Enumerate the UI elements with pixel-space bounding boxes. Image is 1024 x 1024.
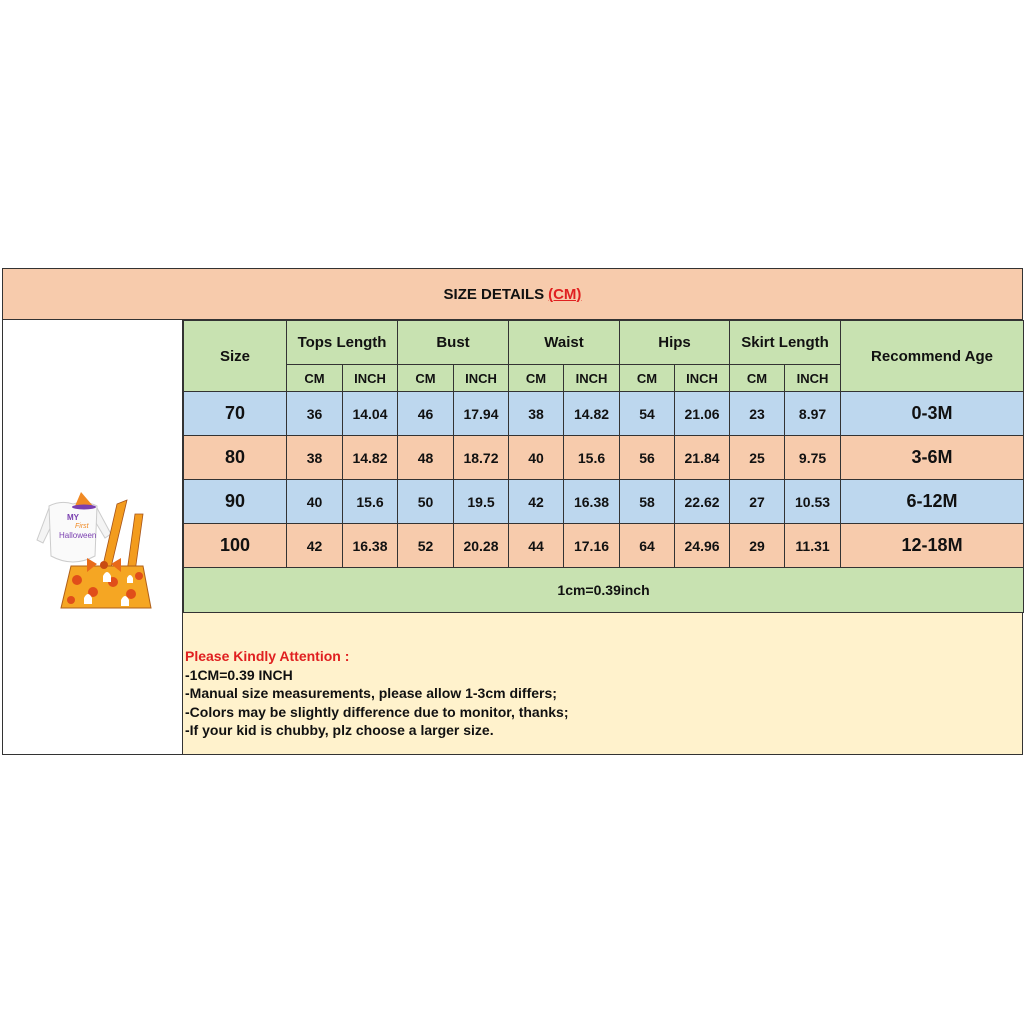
- recommend-age: 6-12M: [841, 480, 1024, 524]
- product-image: [31, 480, 155, 612]
- hips-cm: 64: [620, 524, 675, 568]
- title-text: SIZE DETAILS: [443, 285, 545, 303]
- attention-notes: [183, 612, 1022, 754]
- waist-cm: 42: [509, 480, 564, 524]
- bust-inch: 18.72: [454, 436, 509, 480]
- hips-inch: 21.84: [675, 436, 730, 480]
- size-value: 70: [184, 392, 287, 436]
- tops-inch: 15.6: [343, 480, 398, 524]
- bust-inch: 19.5: [454, 480, 509, 524]
- header-row: [184, 321, 1024, 365]
- unit-cm: CM: [730, 365, 785, 392]
- size-chart: [2, 268, 1023, 755]
- bust-inch: 20.28: [454, 524, 509, 568]
- recommend-age: 0-3M: [841, 392, 1024, 436]
- tops-cm: 42: [287, 524, 343, 568]
- recommend-age-header: Recommend Age: [841, 321, 1024, 392]
- print-my: MY: [67, 513, 79, 522]
- waist-inch: 15.6: [564, 436, 620, 480]
- waist-cm: 44: [509, 524, 564, 568]
- recommend-age: 12-18M: [841, 524, 1024, 568]
- skirt-inch: 9.75: [785, 436, 841, 480]
- tops-inch: 14.04: [343, 392, 398, 436]
- hips-cm: 54: [620, 392, 675, 436]
- title-unit: (CM): [548, 285, 582, 303]
- tops-cm: 40: [287, 480, 343, 524]
- note-line: -Manual size measurements, please allow 1-3cm differs;: [185, 685, 557, 701]
- skirt-inch: 8.97: [785, 392, 841, 436]
- unit-inch: INCH: [343, 365, 398, 392]
- table-row: [184, 436, 1024, 480]
- hips-cm: 58: [620, 480, 675, 524]
- size-table: [183, 320, 1024, 613]
- recommend-age: 3-6M: [841, 436, 1024, 480]
- skirt-inch: 11.31: [785, 524, 841, 568]
- size-details-title: [3, 269, 1022, 320]
- hips-inch: 24.96: [675, 524, 730, 568]
- bust-inch: 17.94: [454, 392, 509, 436]
- waist-cm: 38: [509, 392, 564, 436]
- note-line: -If your kid is chubby, plz choose a larger size.: [185, 722, 494, 738]
- print-halloween: Halloween: [59, 531, 97, 540]
- size-value: 100: [184, 524, 287, 568]
- unit-cm: CM: [620, 365, 675, 392]
- skirt-inch: 10.53: [785, 480, 841, 524]
- unit-inch: INCH: [454, 365, 509, 392]
- unit-inch: INCH: [564, 365, 620, 392]
- tops-cm: 38: [287, 436, 343, 480]
- tops-inch: 16.38: [343, 524, 398, 568]
- bust-cm: 52: [398, 524, 454, 568]
- skirt-cm: 25: [730, 436, 785, 480]
- skirt-length-header: Skirt Length: [730, 321, 841, 365]
- note-line: -Colors may be slightly difference due to monitor, thanks;: [185, 703, 569, 720]
- bust-cm: 48: [398, 436, 454, 480]
- print-first: First: [75, 523, 89, 530]
- unit-cm: CM: [287, 365, 343, 392]
- skirt-cm: 23: [730, 392, 785, 436]
- tops-length-header: Tops Length: [287, 321, 398, 365]
- hips-cm: 56: [620, 436, 675, 480]
- size-value: 90: [184, 480, 287, 524]
- bust-cm: 50: [398, 480, 454, 524]
- conversion-row: [184, 568, 1024, 613]
- unit-cm: CM: [509, 365, 564, 392]
- table-row: [184, 392, 1024, 436]
- unit-inch: INCH: [785, 365, 841, 392]
- tops-cm: 36: [287, 392, 343, 436]
- size-value: 80: [184, 436, 287, 480]
- conversion-note: 1cm=0.39inch: [184, 568, 1024, 613]
- table-row: [184, 524, 1024, 568]
- waist-inch: 14.82: [564, 392, 620, 436]
- hips-inch: 21.06: [675, 392, 730, 436]
- hips-header: Hips: [620, 321, 730, 365]
- skirt-cm: 29: [730, 524, 785, 568]
- attention-heading: Please Kindly Attention :: [185, 648, 350, 664]
- bust-header: Bust: [398, 321, 509, 365]
- waist-header: Waist: [509, 321, 620, 365]
- unit-cm: CM: [398, 365, 454, 392]
- bust-cm: 46: [398, 392, 454, 436]
- note-line: -1CM=0.39 INCH: [185, 666, 293, 683]
- waist-inch: 16.38: [564, 480, 620, 524]
- unit-inch: INCH: [675, 365, 730, 392]
- hips-inch: 22.62: [675, 480, 730, 524]
- table-row: [184, 480, 1024, 524]
- size-header: Size: [184, 321, 287, 392]
- waist-cm: 40: [509, 436, 564, 480]
- product-photo-cell: [3, 320, 183, 754]
- skirt-cm: 27: [730, 480, 785, 524]
- waist-inch: 17.16: [564, 524, 620, 568]
- tops-inch: 14.82: [343, 436, 398, 480]
